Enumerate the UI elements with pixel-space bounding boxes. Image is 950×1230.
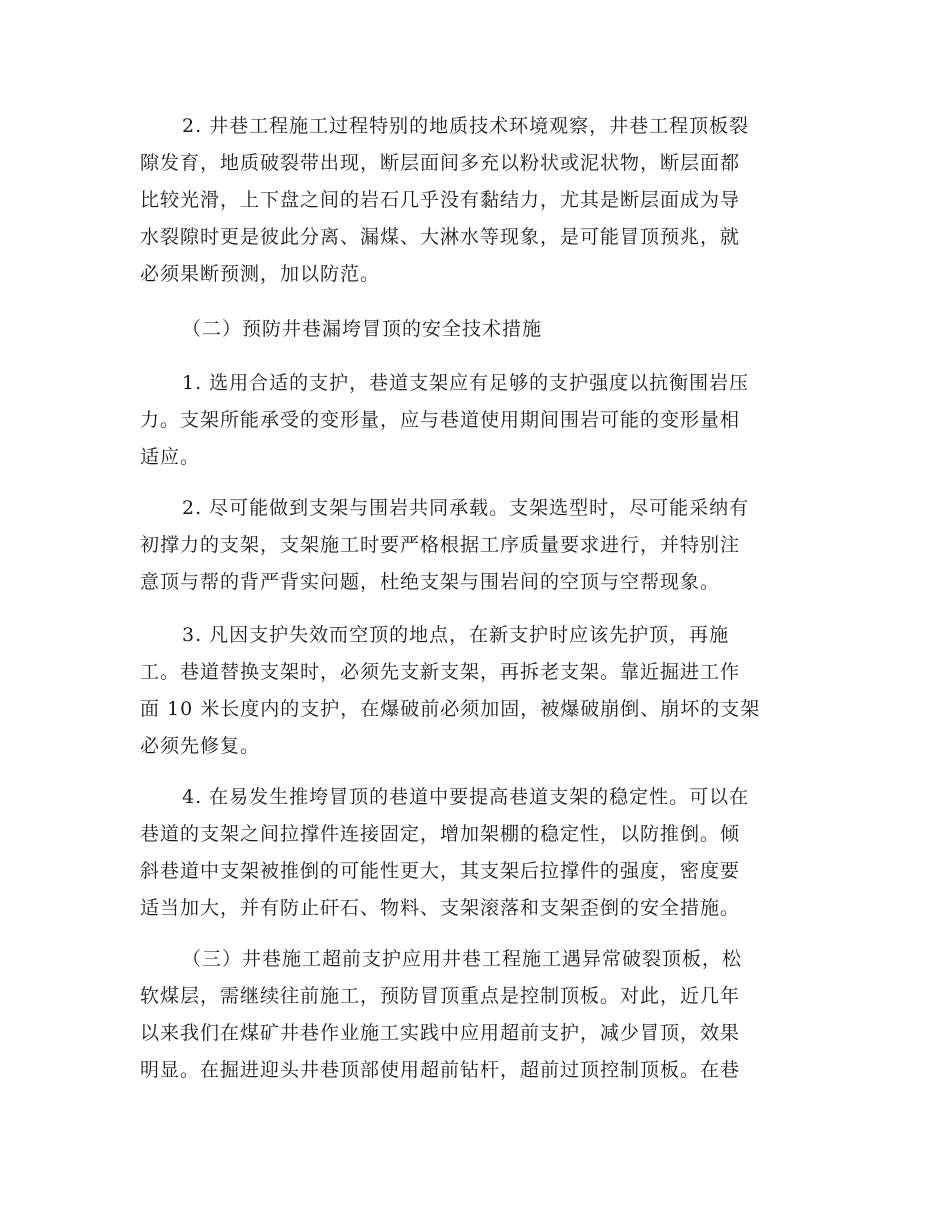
text-line: （三）井巷施工超前支护应用井巷工程施工遇异常破裂顶板，松	[182, 948, 743, 970]
paragraph-stability	[140, 779, 815, 927]
text-line: 比较光滑，上下盘之间的岩石几乎没有黏结力，尤其是断层面成为导	[140, 189, 741, 211]
text-line: 意顶与帮的背严背实问题，杜绝支架与围岩间的空顶与空帮现象。	[140, 571, 721, 593]
section-heading-2	[140, 311, 815, 348]
text-line: 3. 凡因支护失效而空顶的地点，在新支护时应该先护顶，再施	[182, 624, 730, 646]
text-line: 适应。	[140, 446, 201, 468]
text-line: 1. 选用合适的支护，巷道支架应有足够的支护强度以抗衡围岩压	[182, 372, 750, 394]
paragraph-support-selection	[140, 365, 815, 476]
paragraph-empty-roof	[140, 617, 815, 765]
text-line: 工。巷道替换支架时，必须先支新支架，再拆老支架。靠近掘进工作	[140, 661, 741, 683]
text-line: 隙发育，地质破裂带出现，断层面间多充以粉状或泥状物，断层面都	[140, 152, 741, 174]
text-line: 4. 在易发生推垮冒顶的巷道中要提高巷道支架的稳定性。可以在	[182, 786, 750, 808]
text-line: 力。支架所能承受的变形量，应与巷道使用期间围岩可能的变形量相	[140, 409, 741, 431]
paragraph-advance-support	[140, 941, 815, 1089]
text-line: 必须先修复。	[140, 735, 261, 757]
text-line: 必须果断预测，加以防范。	[140, 263, 381, 285]
text-line: 斜巷道中支架被推倒的可能性更大，其支架后拉撑件的强度，密度要	[140, 860, 741, 882]
text-line: 软煤层，需继续往前施工，预防冒顶重点是控制顶板。对此，近几年	[140, 985, 741, 1007]
text-line: 巷道的支架之间拉撑件连接固定，增加架棚的稳定性，以防推倒。倾	[140, 823, 741, 845]
paragraph-joint-bearing	[140, 490, 815, 601]
text-line: 适当加大，并有防止矸石、物料、支架滚落和支架歪倒的安全措施。	[140, 897, 741, 919]
text-line: 明显。在掘进迎头井巷顶部使用超前钻杆，超前过顶控制顶板。在巷	[140, 1059, 741, 1081]
heading-text: （二）预防井巷漏垮冒顶的安全技术措施	[182, 318, 543, 340]
paragraph-geological-observation	[140, 108, 815, 293]
text-line: 水裂隙时更是彼此分离、漏煤、大淋水等现象，是可能冒顶预兆，就	[140, 226, 741, 248]
text-line: 初撑力的支架，支架施工时要严格根据工序质量要求进行，并特别注	[140, 534, 741, 556]
text-line: 面 10 米长度内的支护，在爆破前必须加固，被爆破崩倒、崩坏的支架	[140, 698, 761, 720]
text-line: 2. 尽可能做到支架与围岩共同承载。支架选型时，尽可能采纳有	[182, 497, 750, 519]
text-line: 2. 井巷工程施工过程特别的地质技术环境观察，井巷工程顶板裂	[182, 115, 750, 137]
text-line: 以来我们在煤矿井巷作业施工实践中应用超前支护，减少冒顶，效果	[140, 1022, 741, 1044]
